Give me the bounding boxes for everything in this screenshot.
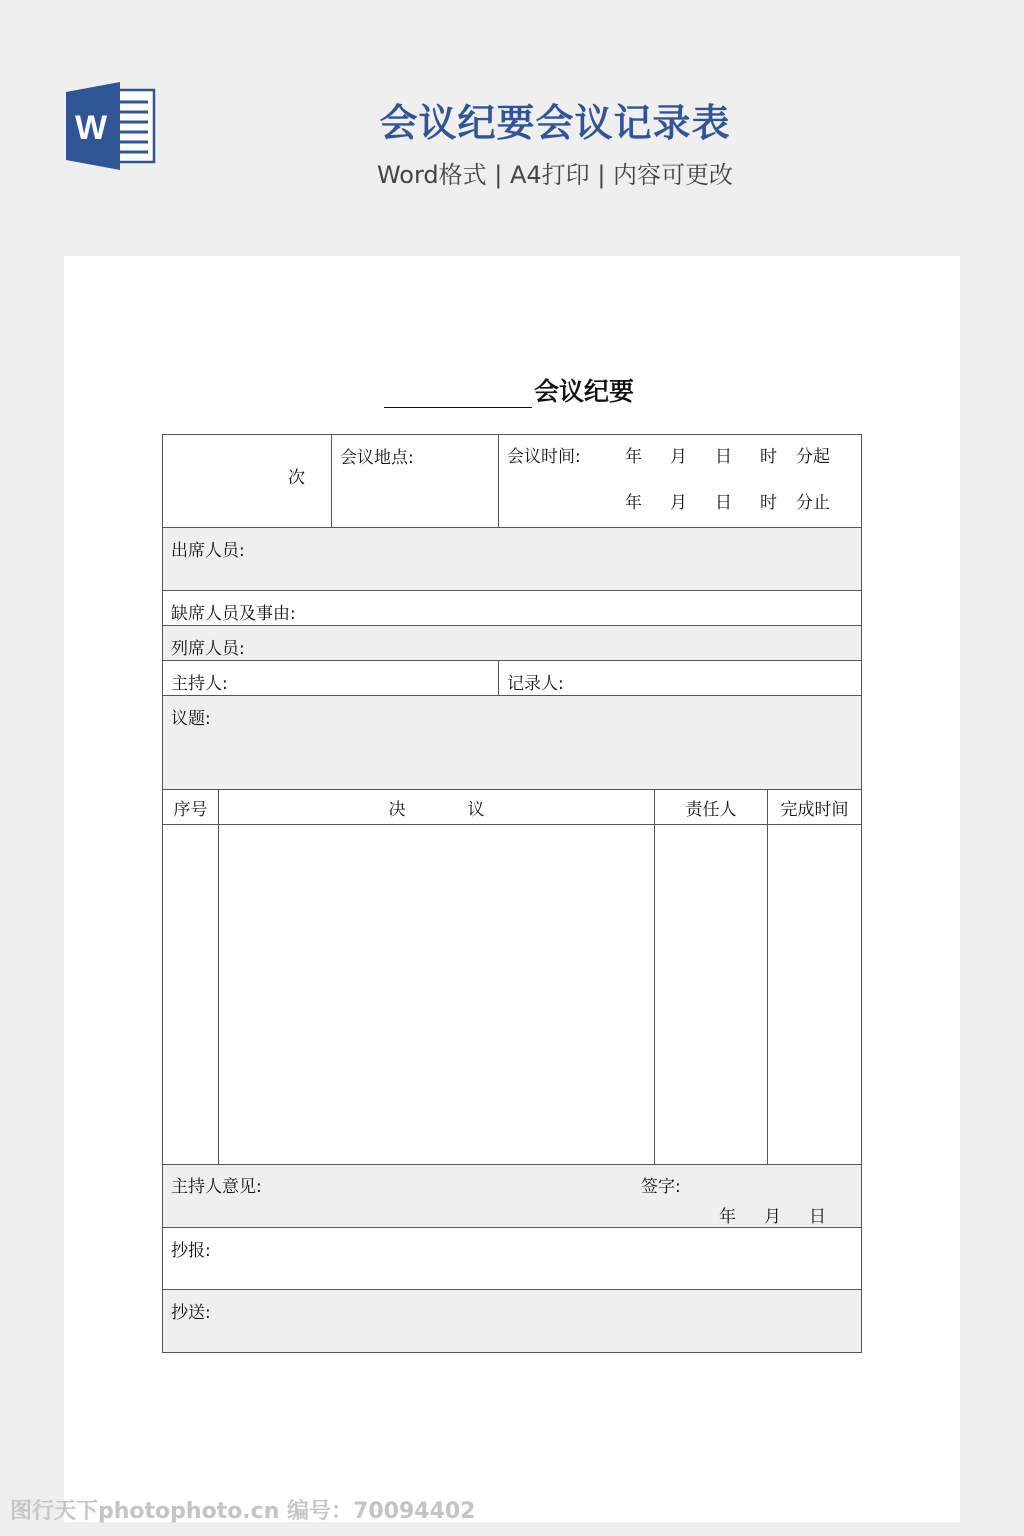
col-header-resolution-b: 议	[467, 799, 485, 820]
cc-report-cell[interactable]	[163, 1228, 862, 1290]
location-label: 会议地点:	[340, 448, 414, 468]
end-hour: 时	[760, 493, 777, 513]
end-day: 日	[715, 493, 732, 513]
host-cell[interactable]	[163, 661, 499, 696]
end-minute: 分止	[796, 493, 830, 513]
cc-send-label: 抄送:	[171, 1303, 211, 1323]
sign-day: 日	[809, 1207, 827, 1227]
sign-label: 签字:	[641, 1177, 681, 1197]
form-row-host-recorder	[163, 661, 862, 696]
title-blank-line[interactable]	[384, 377, 532, 408]
form-row-topic	[163, 696, 862, 790]
time-label: 会议时间:	[507, 447, 581, 467]
form-row-absentees	[163, 591, 862, 626]
col-header-resolution	[219, 790, 655, 825]
meeting-minutes-form	[162, 434, 862, 1353]
start-minute: 分起	[796, 447, 830, 467]
form-row-host-opinion	[163, 1165, 862, 1228]
recorder-label: 记录人:	[507, 674, 564, 694]
host-opinion-cell[interactable]	[163, 1165, 862, 1228]
location-cell[interactable]	[332, 435, 499, 528]
col-header-owner: 责任人	[655, 790, 768, 825]
resolution-header-row	[163, 790, 862, 825]
col-header-resolution-a: 决	[388, 799, 406, 820]
form-row-session	[163, 435, 862, 528]
start-day: 日	[715, 447, 732, 467]
host-label: 主持人:	[171, 674, 228, 694]
index-body-cell[interactable]	[163, 825, 219, 1165]
start-hour: 时	[760, 447, 777, 467]
due-body-cell[interactable]	[768, 825, 862, 1165]
observers-label: 列席人员:	[171, 639, 245, 659]
resolution-body-cell[interactable]	[219, 825, 655, 1165]
observers-cell[interactable]	[163, 626, 862, 661]
attendees-cell[interactable]	[163, 528, 862, 591]
word-logo-letter: W	[74, 109, 108, 147]
form-row-cc-send	[163, 1290, 862, 1353]
attendees-label: 出席人员:	[171, 541, 245, 561]
absentees-cell[interactable]	[163, 591, 862, 626]
end-month: 月	[670, 493, 687, 513]
absentees-label: 缺席人员及事由:	[171, 604, 296, 624]
col-header-index: 序号	[163, 790, 219, 825]
header-subtitle: Word格式 | A4打印 | 内容可更改	[376, 161, 734, 189]
resolution-body-row	[163, 825, 862, 1165]
form-row-observers	[163, 626, 862, 661]
header-title: 会议纪要会议记录表	[379, 101, 731, 145]
topic-cell[interactable]	[163, 696, 862, 790]
session-suffix: 次	[288, 468, 305, 488]
form-row-attendees	[163, 528, 862, 591]
owner-body-cell[interactable]	[655, 825, 768, 1165]
col-header-due: 完成时间	[768, 790, 862, 825]
host-opinion-label: 主持人意见:	[171, 1177, 262, 1197]
start-year: 年	[625, 447, 642, 467]
time-cell[interactable]	[499, 435, 862, 528]
start-month: 月	[670, 447, 687, 467]
document-title	[384, 372, 634, 408]
topic-label: 议题:	[171, 709, 211, 729]
document-title-text: 会议纪要	[534, 377, 635, 406]
sign-year: 年	[719, 1207, 737, 1227]
cc-report-label: 抄报:	[171, 1241, 211, 1261]
end-year: 年	[625, 493, 642, 513]
form-row-cc-report	[163, 1228, 862, 1290]
cc-send-cell[interactable]	[163, 1290, 862, 1353]
sign-month: 月	[764, 1207, 782, 1227]
session-number-cell[interactable]	[163, 435, 332, 528]
word-logo-icon	[64, 82, 156, 170]
watermark: 图行天下photophoto.cn 编号：70094402	[10, 1499, 476, 1524]
recorder-cell[interactable]	[499, 661, 862, 696]
